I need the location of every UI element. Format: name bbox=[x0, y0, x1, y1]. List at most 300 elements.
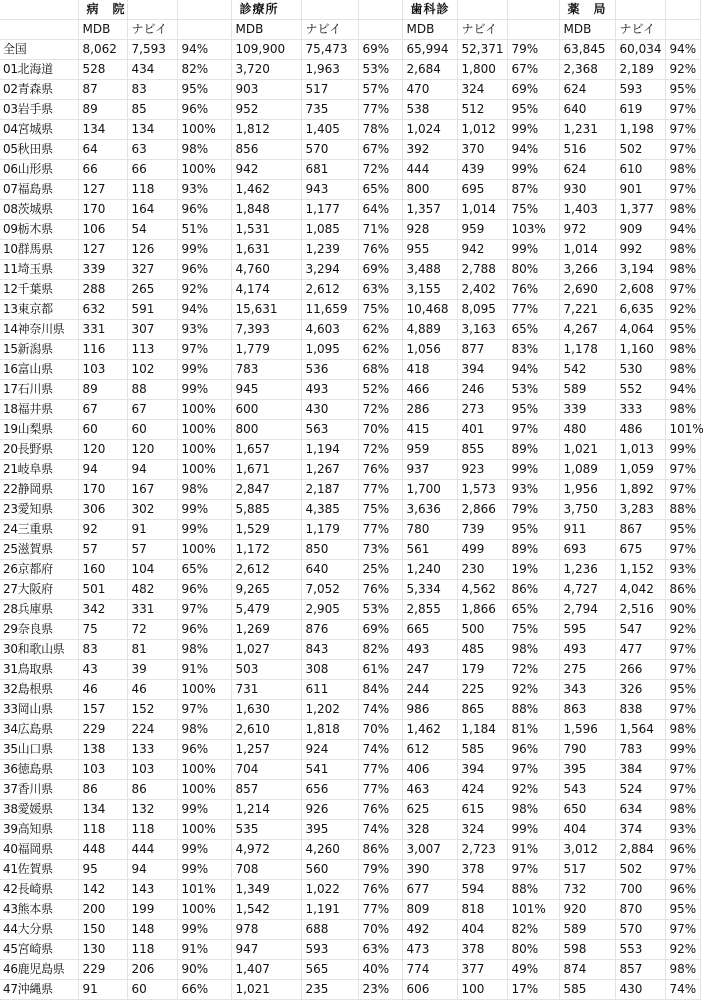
cell-pharm-mdb: 595 bbox=[559, 620, 615, 640]
cell-clinic-rate: 84% bbox=[358, 680, 402, 700]
cell-dental-rate: 97% bbox=[507, 760, 559, 780]
cell-pharm-rate: 95% bbox=[665, 900, 700, 920]
cell-clinic-mdb: 856 bbox=[231, 140, 301, 160]
cell-pharm-navi: 4,064 bbox=[615, 320, 665, 340]
cell-dental-navi: 324 bbox=[457, 820, 507, 840]
cell-hosp-rate: 97% bbox=[177, 340, 231, 360]
table-row bbox=[0, 780, 700, 800]
cell-pref: 全国 bbox=[0, 40, 78, 60]
cell-dental-navi: 394 bbox=[457, 760, 507, 780]
cell-hosp-navi: 81 bbox=[127, 640, 177, 660]
cell-clinic-mdb: 978 bbox=[231, 920, 301, 940]
cell-hosp-rate: 98% bbox=[177, 480, 231, 500]
cell-hosp-rate: 95% bbox=[177, 80, 231, 100]
cell-dental-navi: 378 bbox=[457, 860, 507, 880]
cell-dental-mdb: 470 bbox=[402, 80, 457, 100]
cell-clinic-rate: 74% bbox=[358, 700, 402, 720]
cell-hosp-navi: 133 bbox=[127, 740, 177, 760]
cell-dental-navi: 877 bbox=[457, 340, 507, 360]
cell-pharm-rate: 98% bbox=[665, 720, 700, 740]
cell-dental-rate: 83% bbox=[507, 340, 559, 360]
cell-clinic-navi: 640 bbox=[301, 560, 358, 580]
table-row bbox=[0, 40, 700, 60]
cell-clinic-rate: 77% bbox=[358, 760, 402, 780]
cell-hosp-navi: 118 bbox=[127, 180, 177, 200]
cell-dental-rate: 76% bbox=[507, 280, 559, 300]
cell-clinic-navi: 541 bbox=[301, 760, 358, 780]
cell-clinic-rate: 77% bbox=[358, 900, 402, 920]
cell-dental-rate: 75% bbox=[507, 620, 559, 640]
cell-dental-navi: 324 bbox=[457, 80, 507, 100]
cell-dental-mdb: 809 bbox=[402, 900, 457, 920]
cell-clinic-rate: 25% bbox=[358, 560, 402, 580]
cell-hosp-navi: 104 bbox=[127, 560, 177, 580]
cell-dental-mdb: 1,462 bbox=[402, 720, 457, 740]
cell-pref: 25滋賀県 bbox=[0, 540, 78, 560]
cell-hosp-mdb: 118 bbox=[78, 820, 127, 840]
table-row bbox=[0, 720, 700, 740]
cell-dental-mdb: 1,056 bbox=[402, 340, 457, 360]
cell-hosp-mdb: 448 bbox=[78, 840, 127, 860]
cell-hosp-mdb: 138 bbox=[78, 740, 127, 760]
cell-hosp-rate: 100% bbox=[177, 680, 231, 700]
cell-hosp-navi: 66 bbox=[127, 160, 177, 180]
table-row bbox=[0, 940, 700, 960]
header-source-cell: MDB bbox=[559, 20, 615, 40]
cell-hosp-mdb: 86 bbox=[78, 780, 127, 800]
table-row bbox=[0, 280, 700, 300]
cell-pharm-mdb: 732 bbox=[559, 880, 615, 900]
cell-pharm-mdb: 693 bbox=[559, 540, 615, 560]
cell-dental-mdb: 928 bbox=[402, 220, 457, 240]
cell-clinic-mdb: 2,610 bbox=[231, 720, 301, 740]
cell-dental-rate: 65% bbox=[507, 600, 559, 620]
cell-clinic-navi: 843 bbox=[301, 640, 358, 660]
table-row bbox=[0, 860, 700, 880]
cell-hosp-rate: 98% bbox=[177, 720, 231, 740]
cell-dental-rate: 88% bbox=[507, 880, 559, 900]
cell-pref: 03岩手県 bbox=[0, 100, 78, 120]
cell-pharm-rate: 93% bbox=[665, 560, 700, 580]
cell-dental-navi: 499 bbox=[457, 540, 507, 560]
cell-clinic-mdb: 1,027 bbox=[231, 640, 301, 660]
cell-pref: 39高知県 bbox=[0, 820, 78, 840]
cell-pharm-mdb: 404 bbox=[559, 820, 615, 840]
cell-hosp-navi: 88 bbox=[127, 380, 177, 400]
cell-hosp-mdb: 87 bbox=[78, 80, 127, 100]
cell-pharm-mdb: 911 bbox=[559, 520, 615, 540]
table-row bbox=[0, 200, 700, 220]
cell-pharm-mdb: 339 bbox=[559, 400, 615, 420]
cell-dental-rate: 99% bbox=[507, 460, 559, 480]
cell-dental-mdb: 286 bbox=[402, 400, 457, 420]
table-row bbox=[0, 500, 700, 520]
cell-clinic-mdb: 1,779 bbox=[231, 340, 301, 360]
cell-pharm-navi: 502 bbox=[615, 140, 665, 160]
cell-dental-navi: 179 bbox=[457, 660, 507, 680]
cell-clinic-navi: 735 bbox=[301, 100, 358, 120]
cell-dental-mdb: 328 bbox=[402, 820, 457, 840]
cell-dental-mdb: 444 bbox=[402, 160, 457, 180]
cell-hosp-rate: 100% bbox=[177, 820, 231, 840]
cell-pharm-mdb: 7,221 bbox=[559, 300, 615, 320]
cell-dental-navi: 959 bbox=[457, 220, 507, 240]
cell-pharm-rate: 92% bbox=[665, 620, 700, 640]
cell-hosp-mdb: 89 bbox=[78, 100, 127, 120]
cell-hosp-rate: 94% bbox=[177, 300, 231, 320]
cell-pharm-mdb: 874 bbox=[559, 960, 615, 980]
cell-pref: 37香川県 bbox=[0, 780, 78, 800]
cell-pharm-rate: 94% bbox=[665, 220, 700, 240]
cell-dental-mdb: 612 bbox=[402, 740, 457, 760]
cell-dental-rate: 79% bbox=[507, 500, 559, 520]
table-row bbox=[0, 360, 700, 380]
cell-hosp-rate: 96% bbox=[177, 620, 231, 640]
cell-clinic-rate: 75% bbox=[358, 300, 402, 320]
cell-dental-rate: 98% bbox=[507, 640, 559, 660]
cell-clinic-navi: 1,202 bbox=[301, 700, 358, 720]
cell-dental-rate: 89% bbox=[507, 540, 559, 560]
cell-clinic-mdb: 1,630 bbox=[231, 700, 301, 720]
cell-clinic-navi: 611 bbox=[301, 680, 358, 700]
table-row bbox=[0, 580, 700, 600]
cell-clinic-rate: 77% bbox=[358, 780, 402, 800]
cell-pharm-rate: 98% bbox=[665, 960, 700, 980]
cell-hosp-navi: 83 bbox=[127, 80, 177, 100]
cell-pharm-mdb: 589 bbox=[559, 920, 615, 940]
cell-clinic-mdb: 5,479 bbox=[231, 600, 301, 620]
cell-hosp-rate: 100% bbox=[177, 460, 231, 480]
cell-pharm-navi: 1,377 bbox=[615, 200, 665, 220]
cell-dental-navi: 855 bbox=[457, 440, 507, 460]
cell-hosp-rate: 100% bbox=[177, 420, 231, 440]
cell-pharm-mdb: 343 bbox=[559, 680, 615, 700]
cell-dental-rate: 95% bbox=[507, 520, 559, 540]
table-row bbox=[0, 680, 700, 700]
cell-hosp-rate: 93% bbox=[177, 320, 231, 340]
cell-hosp-mdb: 306 bbox=[78, 500, 127, 520]
cell-hosp-mdb: 127 bbox=[78, 240, 127, 260]
header-source-cell: ナビイ bbox=[615, 20, 665, 40]
cell-pharm-mdb: 1,596 bbox=[559, 720, 615, 740]
cell-dental-rate: 99% bbox=[507, 120, 559, 140]
cell-pharm-mdb: 543 bbox=[559, 780, 615, 800]
cell-pharm-mdb: 1,231 bbox=[559, 120, 615, 140]
cell-dental-rate: 97% bbox=[507, 860, 559, 880]
cell-hosp-mdb: 170 bbox=[78, 200, 127, 220]
cell-dental-rate: 82% bbox=[507, 920, 559, 940]
table-row bbox=[0, 400, 700, 420]
cell-dental-navi: 8,095 bbox=[457, 300, 507, 320]
cell-pharm-mdb: 1,014 bbox=[559, 240, 615, 260]
cell-dental-navi: 4,562 bbox=[457, 580, 507, 600]
cell-dental-navi: 739 bbox=[457, 520, 507, 540]
table-row bbox=[0, 760, 700, 780]
cell-dental-mdb: 10,468 bbox=[402, 300, 457, 320]
cell-hosp-navi: 206 bbox=[127, 960, 177, 980]
cell-dental-navi: 404 bbox=[457, 920, 507, 940]
cell-clinic-rate: 69% bbox=[358, 40, 402, 60]
header-source-cell: MDB bbox=[231, 20, 301, 40]
cell-clinic-mdb: 903 bbox=[231, 80, 301, 100]
cell-dental-navi: 225 bbox=[457, 680, 507, 700]
cell-dental-mdb: 1,700 bbox=[402, 480, 457, 500]
cell-pref: 07福島県 bbox=[0, 180, 78, 200]
cell-dental-mdb: 800 bbox=[402, 180, 457, 200]
table-row bbox=[0, 440, 700, 460]
cell-hosp-navi: 94 bbox=[127, 860, 177, 880]
cell-hosp-navi: 60 bbox=[127, 420, 177, 440]
cell-dental-navi: 394 bbox=[457, 360, 507, 380]
cell-pharm-rate: 93% bbox=[665, 820, 700, 840]
cell-clinic-mdb: 5,885 bbox=[231, 500, 301, 520]
cell-pref: 26京都府 bbox=[0, 560, 78, 580]
cell-dental-rate: 65% bbox=[507, 320, 559, 340]
cell-dental-mdb: 5,334 bbox=[402, 580, 457, 600]
cell-pharm-rate: 98% bbox=[665, 360, 700, 380]
cell-dental-rate: 92% bbox=[507, 780, 559, 800]
cell-pref: 11埼玉県 bbox=[0, 260, 78, 280]
cell-clinic-navi: 681 bbox=[301, 160, 358, 180]
cell-pharm-navi: 384 bbox=[615, 760, 665, 780]
cell-hosp-navi: 591 bbox=[127, 300, 177, 320]
cell-clinic-rate: 74% bbox=[358, 820, 402, 840]
cell-clinic-navi: 536 bbox=[301, 360, 358, 380]
cell-dental-rate: 86% bbox=[507, 580, 559, 600]
cell-pharm-rate: 96% bbox=[665, 880, 700, 900]
cell-hosp-navi: 57 bbox=[127, 540, 177, 560]
cell-clinic-rate: 71% bbox=[358, 220, 402, 240]
cell-pharm-rate: 95% bbox=[665, 680, 700, 700]
cell-hosp-navi: 118 bbox=[127, 940, 177, 960]
cell-dental-mdb: 1,357 bbox=[402, 200, 457, 220]
cell-clinic-navi: 1,818 bbox=[301, 720, 358, 740]
cell-clinic-navi: 563 bbox=[301, 420, 358, 440]
cell-clinic-navi: 4,603 bbox=[301, 320, 358, 340]
cell-pharm-rate: 97% bbox=[665, 480, 700, 500]
cell-pharm-navi: 992 bbox=[615, 240, 665, 260]
cell-hosp-mdb: 89 bbox=[78, 380, 127, 400]
cell-dental-rate: 53% bbox=[507, 380, 559, 400]
cell-pharm-navi: 333 bbox=[615, 400, 665, 420]
cell-dental-navi: 1,014 bbox=[457, 200, 507, 220]
cell-dental-navi: 246 bbox=[457, 380, 507, 400]
cell-clinic-mdb: 1,671 bbox=[231, 460, 301, 480]
cell-pharm-rate: 97% bbox=[665, 460, 700, 480]
cell-hosp-mdb: 342 bbox=[78, 600, 127, 620]
cell-hosp-mdb: 8,062 bbox=[78, 40, 127, 60]
cell-clinic-rate: 57% bbox=[358, 80, 402, 100]
cell-dental-navi: 100 bbox=[457, 980, 507, 1000]
cell-pharm-rate: 98% bbox=[665, 200, 700, 220]
table-row bbox=[0, 240, 700, 260]
cell-pharm-mdb: 3,750 bbox=[559, 500, 615, 520]
cell-dental-rate: 77% bbox=[507, 300, 559, 320]
cell-pref: 42長崎県 bbox=[0, 880, 78, 900]
cell-clinic-rate: 76% bbox=[358, 580, 402, 600]
cell-hosp-mdb: 103 bbox=[78, 760, 127, 780]
cell-pharm-mdb: 585 bbox=[559, 980, 615, 1000]
cell-hosp-mdb: 120 bbox=[78, 440, 127, 460]
cell-pharm-mdb: 640 bbox=[559, 100, 615, 120]
cell-pref: 43熊本県 bbox=[0, 900, 78, 920]
cell-pref: 01北海道 bbox=[0, 60, 78, 80]
cell-clinic-rate: 70% bbox=[358, 420, 402, 440]
cell-dental-mdb: 493 bbox=[402, 640, 457, 660]
cell-pharm-rate: 95% bbox=[665, 320, 700, 340]
cell-pharm-navi: 675 bbox=[615, 540, 665, 560]
header-category-cell: 病 院 bbox=[78, 0, 127, 20]
header-source-cell bbox=[358, 20, 402, 40]
cell-dental-mdb: 955 bbox=[402, 240, 457, 260]
cell-dental-mdb: 473 bbox=[402, 940, 457, 960]
cell-clinic-rate: 69% bbox=[358, 260, 402, 280]
cell-pharm-rate: 97% bbox=[665, 140, 700, 160]
cell-pharm-mdb: 930 bbox=[559, 180, 615, 200]
cell-pharm-mdb: 624 bbox=[559, 160, 615, 180]
cell-dental-navi: 1,012 bbox=[457, 120, 507, 140]
cell-pref: 06山形県 bbox=[0, 160, 78, 180]
cell-hosp-mdb: 106 bbox=[78, 220, 127, 240]
cell-hosp-mdb: 160 bbox=[78, 560, 127, 580]
cell-hosp-mdb: 67 bbox=[78, 400, 127, 420]
cell-hosp-navi: 331 bbox=[127, 600, 177, 620]
cell-hosp-mdb: 127 bbox=[78, 180, 127, 200]
cell-hosp-rate: 101% bbox=[177, 880, 231, 900]
cell-dental-rate: 97% bbox=[507, 420, 559, 440]
cell-clinic-navi: 1,963 bbox=[301, 60, 358, 80]
cell-pref: 29奈良県 bbox=[0, 620, 78, 640]
cell-pharm-rate: 96% bbox=[665, 840, 700, 860]
cell-clinic-rate: 86% bbox=[358, 840, 402, 860]
header-category-cell bbox=[507, 0, 559, 20]
cell-clinic-rate: 79% bbox=[358, 860, 402, 880]
cell-hosp-rate: 98% bbox=[177, 140, 231, 160]
header-category-cell bbox=[127, 0, 177, 20]
cell-pref: 24三重県 bbox=[0, 520, 78, 540]
cell-hosp-rate: 91% bbox=[177, 940, 231, 960]
cell-dental-mdb: 406 bbox=[402, 760, 457, 780]
cell-pref: 41佐賀県 bbox=[0, 860, 78, 880]
cell-clinic-rate: 53% bbox=[358, 600, 402, 620]
table-row bbox=[0, 380, 700, 400]
cell-pharm-mdb: 63,845 bbox=[559, 40, 615, 60]
cell-clinic-rate: 72% bbox=[358, 400, 402, 420]
cell-dental-mdb: 390 bbox=[402, 860, 457, 880]
cell-clinic-mdb: 2,847 bbox=[231, 480, 301, 500]
cell-pharm-mdb: 863 bbox=[559, 700, 615, 720]
cell-clinic-navi: 1,095 bbox=[301, 340, 358, 360]
cell-hosp-mdb: 83 bbox=[78, 640, 127, 660]
cell-pharm-rate: 99% bbox=[665, 740, 700, 760]
cell-clinic-mdb: 1,529 bbox=[231, 520, 301, 540]
cell-dental-navi: 401 bbox=[457, 420, 507, 440]
cell-dental-mdb: 415 bbox=[402, 420, 457, 440]
cell-pref: 38愛媛県 bbox=[0, 800, 78, 820]
cell-clinic-rate: 69% bbox=[358, 620, 402, 640]
cell-clinic-mdb: 947 bbox=[231, 940, 301, 960]
cell-dental-rate: 80% bbox=[507, 260, 559, 280]
cell-dental-navi: 377 bbox=[457, 960, 507, 980]
cell-clinic-navi: 75,473 bbox=[301, 40, 358, 60]
cell-dental-mdb: 1,024 bbox=[402, 120, 457, 140]
cell-clinic-mdb: 1,349 bbox=[231, 880, 301, 900]
cell-pref: 18福井県 bbox=[0, 400, 78, 420]
cell-hosp-navi: 85 bbox=[127, 100, 177, 120]
cell-pharm-rate: 98% bbox=[665, 800, 700, 820]
cell-hosp-mdb: 632 bbox=[78, 300, 127, 320]
cell-hosp-rate: 91% bbox=[177, 660, 231, 680]
cell-pharm-mdb: 2,368 bbox=[559, 60, 615, 80]
cell-clinic-mdb: 857 bbox=[231, 780, 301, 800]
cell-dental-mdb: 1,240 bbox=[402, 560, 457, 580]
cell-hosp-mdb: 142 bbox=[78, 880, 127, 900]
cell-pref: 05秋田県 bbox=[0, 140, 78, 160]
cell-pharm-navi: 610 bbox=[615, 160, 665, 180]
table-row bbox=[0, 840, 700, 860]
cell-dental-rate: 103% bbox=[507, 220, 559, 240]
header-source-cell: ナビイ bbox=[301, 20, 358, 40]
cell-dental-rate: 49% bbox=[507, 960, 559, 980]
cell-clinic-navi: 688 bbox=[301, 920, 358, 940]
cell-hosp-navi: 54 bbox=[127, 220, 177, 240]
cell-hosp-mdb: 229 bbox=[78, 960, 127, 980]
cell-dental-mdb: 959 bbox=[402, 440, 457, 460]
cell-pharm-navi: 2,608 bbox=[615, 280, 665, 300]
cell-dental-rate: 91% bbox=[507, 840, 559, 860]
header-source-cell bbox=[177, 20, 231, 40]
cell-pharm-rate: 97% bbox=[665, 700, 700, 720]
cell-pharm-navi: 552 bbox=[615, 380, 665, 400]
header-category-cell bbox=[615, 0, 665, 20]
table-row bbox=[0, 660, 700, 680]
cell-clinic-mdb: 9,265 bbox=[231, 580, 301, 600]
cell-dental-mdb: 606 bbox=[402, 980, 457, 1000]
cell-dental-navi: 378 bbox=[457, 940, 507, 960]
cell-pharm-navi: 524 bbox=[615, 780, 665, 800]
cell-clinic-mdb: 942 bbox=[231, 160, 301, 180]
cell-hosp-navi: 46 bbox=[127, 680, 177, 700]
cell-hosp-rate: 96% bbox=[177, 260, 231, 280]
cell-pharm-mdb: 1,089 bbox=[559, 460, 615, 480]
cell-pharm-rate: 92% bbox=[665, 60, 700, 80]
header-row-category bbox=[0, 0, 700, 20]
cell-clinic-rate: 65% bbox=[358, 180, 402, 200]
cell-pref: 32島根県 bbox=[0, 680, 78, 700]
cell-pref: 28兵庫県 bbox=[0, 600, 78, 620]
cell-dental-mdb: 3,155 bbox=[402, 280, 457, 300]
cell-hosp-rate: 97% bbox=[177, 600, 231, 620]
cell-clinic-rate: 62% bbox=[358, 320, 402, 340]
cell-pharm-navi: 4,042 bbox=[615, 580, 665, 600]
cell-hosp-mdb: 229 bbox=[78, 720, 127, 740]
cell-hosp-navi: 265 bbox=[127, 280, 177, 300]
cell-hosp-rate: 99% bbox=[177, 500, 231, 520]
cell-hosp-navi: 86 bbox=[127, 780, 177, 800]
cell-pharm-rate: 74% bbox=[665, 980, 700, 1000]
cell-dental-rate: 93% bbox=[507, 480, 559, 500]
cell-clinic-navi: 1,022 bbox=[301, 880, 358, 900]
cell-clinic-navi: 1,085 bbox=[301, 220, 358, 240]
cell-clinic-mdb: 1,462 bbox=[231, 180, 301, 200]
cell-hosp-navi: 94 bbox=[127, 460, 177, 480]
cell-clinic-mdb: 783 bbox=[231, 360, 301, 380]
cell-clinic-navi: 7,052 bbox=[301, 580, 358, 600]
cell-dental-mdb: 937 bbox=[402, 460, 457, 480]
cell-pharm-rate: 95% bbox=[665, 520, 700, 540]
cell-pharm-rate: 97% bbox=[665, 100, 700, 120]
cell-clinic-rate: 23% bbox=[358, 980, 402, 1000]
